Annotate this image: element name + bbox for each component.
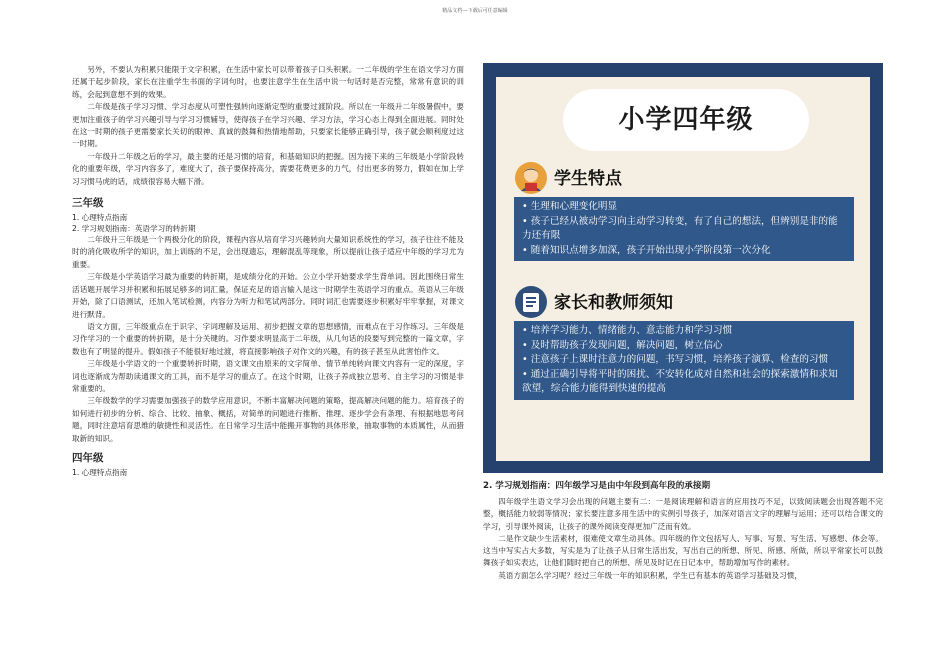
section-parents-teachers xyxy=(514,285,854,400)
left-column xyxy=(72,64,464,478)
right-text xyxy=(483,496,883,582)
paragraph: 四年级学生语文学习会出现的问题主要有二：一是阅读理解和语言的应用技巧不足，以致阅读题会出现答题不完整，概括能力较弱等情况；家长要注意多用生活中的实例引导孩子，加深对语言文字的理解与运用；还可以结合课文的学习，引导课外阅读，让孩子的课外阅读变得更加广泛而有效。 xyxy=(483,497,883,531)
paragraph: 三年级是小学语文的一个重要转折时期，语文课文由原来的文字简单、情节单纯转向课文内容有一定的深度，字词也逐渐成为帮助读通课文的工具，而不是学习的重点了。在这个时期，让孩子养成独立思考、自主学习的习惯是非常重要的。 xyxy=(72,359,464,393)
section-box xyxy=(514,321,854,400)
page-header: 精品文档---下载后可任意编辑 xyxy=(442,8,508,14)
paragraph: 另外，不要认为积累只能限于文字积累，在生活中家长可以带着孩子口头积累。一二年级的学生在语文学习方面还属于起步阶段，家长在注重学生书面的字词句时，也要注意学生在生活中说一句话时是否完整，常常有意识的训练，会起到意想不到的效果。 xyxy=(72,65,464,99)
title-pill xyxy=(563,89,809,151)
right-column xyxy=(483,63,883,473)
paragraph: 语文方面，三年级重点在于识字、字词理解及运用、初步把握文章的思想感情，而难点在于习作练习。三年级是习作学习的一个重要的转折期，是十分关键的。习作要求明显高于二年级，从几句话的段要写到完整的一篇文章，字数也有了明显的提升。假如孩子不能很好地过渡，将直接影响孩子对作文的兴趣，有的孩子甚至从此害怕作文。 xyxy=(72,321,464,356)
grade4-heading: 四年级 xyxy=(72,451,104,464)
infographic-title: 小学四年级 xyxy=(618,105,754,135)
bullet-line: • 通过正确引导将平时的困扰、不安转化成对自然和社会的探索激情和求知欲望，综合能力能得到快速的提高 xyxy=(522,368,838,395)
list-item: 1. 心理特点指南 xyxy=(72,213,128,223)
section-heading: 2. 学习规划指南：四年级学习是由中年段到高年段的承接期 xyxy=(483,481,711,491)
section-header xyxy=(514,161,854,197)
paragraph: 三年级数学的学习需要加强孩子的数学应用意识，不断丰富解决问题的策略，提高解决问题的能力。培育孩子的如何进行初步的分析、综合、比较、抽象、概括，对简单的问题进行推断、推理、逐步学会有条理、有根据地思考问题，同时注意培育思维的敏捷性和灵活性。在日常学习生活中能搬开事物的具体形象，抽取事物的本质属性，从而猎取新的知识。 xyxy=(72,396,464,443)
paragraph: 二年级升三年级是一个两极分化的阶段，课程内容从培育学习兴趣转向大量知识系统性的学习，孩子往往不能及时的消化吸收所学的知识，加上训练的不足，会出现遗忘，理解混乱等现象，所以提前让孩子适应中年级的学习尤为重要。 xyxy=(72,235,464,269)
paragraph: 三年级是小学英语学习最为重要的转折期，是成绩分化的开始。公立小学开始要求学生背单词。因此围绕日常生活话题开展学习并积累和拓展足够多的词汇量，保证充足的语言输入是这一时期学生英语学习的重点。英语从三年级开始，除了口语测试，还加入笔试检测，内容分为听力和笔试两部分。同时词汇也需要逐步积累好牢牢掌握，对课文进行默背。 xyxy=(72,272,464,319)
paragraph: 一年级升二年级之后的学习，最主要的还是习惯的培育，和基础知识的把握。因为接下来的三年级是小学阶段转化的重要年级，学习内容多了，难度大了，孩子要保持高分，需要花费更多的力气，付出更多的努力，假如在加上学习习惯马虎的话，成绩很容易大幅下滑。 xyxy=(72,151,464,186)
paragraph: 二是作文缺少生活素材，很难使文章生动具体。四年级的作文包括写人、写事、写景、写生活、写感想、体会等。这当中写实占大多数，写实是为了让孩子从日常生活出发，写出自己的所想、所见、所感、所做，所以平常家长可以鼓舞孩子如实表达，让他们随时把自己的所想、所见及时记在日记本中，帮助增加写作的素材。 xyxy=(483,533,883,568)
bullet-line: • 及时帮助孩子发现问题，解决问题，树立信心 xyxy=(522,339,723,351)
bullet-line: • 孩子已经从被动学习向主动学习转变，有了自己的想法，但辨别是非的能力还有限 xyxy=(522,215,838,242)
section-header xyxy=(514,285,854,321)
bullet-line: • 生理和心理变化明显 xyxy=(522,201,618,212)
student-icon xyxy=(514,161,548,195)
bullet-line: • 培养学习能力、情绪能力、意志能力和学习习惯 xyxy=(522,325,733,336)
section-box xyxy=(514,197,854,261)
bullet-line: • 注意孩子上课时注意力的问题，书写习惯，培养孩子演算、检查的习惯 xyxy=(522,354,829,366)
paragraph: 二年级是孩子学习习惯、学习态度从可塑性强转向逐渐定型的重要过渡阶段。所以在一年级升二年级暑假中，要更加注重孩子的学习兴趣引导与学习习惯辅导，使得孩子在学习兴趣、学习方法，学习心态上得到全面进展。同时处在这一时期的孩子更需要家长关切的眼神、真诚的鼓舞和热情地帮助，只要家长能够正确引导，孩子就会顺利度过这一时期。 xyxy=(72,102,464,149)
grade3-heading: 三年级 xyxy=(72,197,104,210)
list-item: 1. 心理特点指南 xyxy=(72,467,128,477)
infographic-paper xyxy=(496,77,870,461)
notebook-icon xyxy=(514,285,548,319)
infographic-card xyxy=(483,63,883,473)
section-title: 家长和教师须知 xyxy=(554,293,673,313)
section-student-traits xyxy=(514,161,854,261)
section-title: 学生特点 xyxy=(554,169,622,189)
list-item: 2. 学习规划指南：英语学习的转折期 xyxy=(72,224,196,234)
bullet-line: • 随着知识点增多加深，孩子开始出现小学阶段第一次分化 xyxy=(522,244,771,256)
paragraph: 英语方面怎么学习呢？经过三年级一年的知识积累，学生已有基本的英语学习基础及习惯， xyxy=(498,570,802,580)
